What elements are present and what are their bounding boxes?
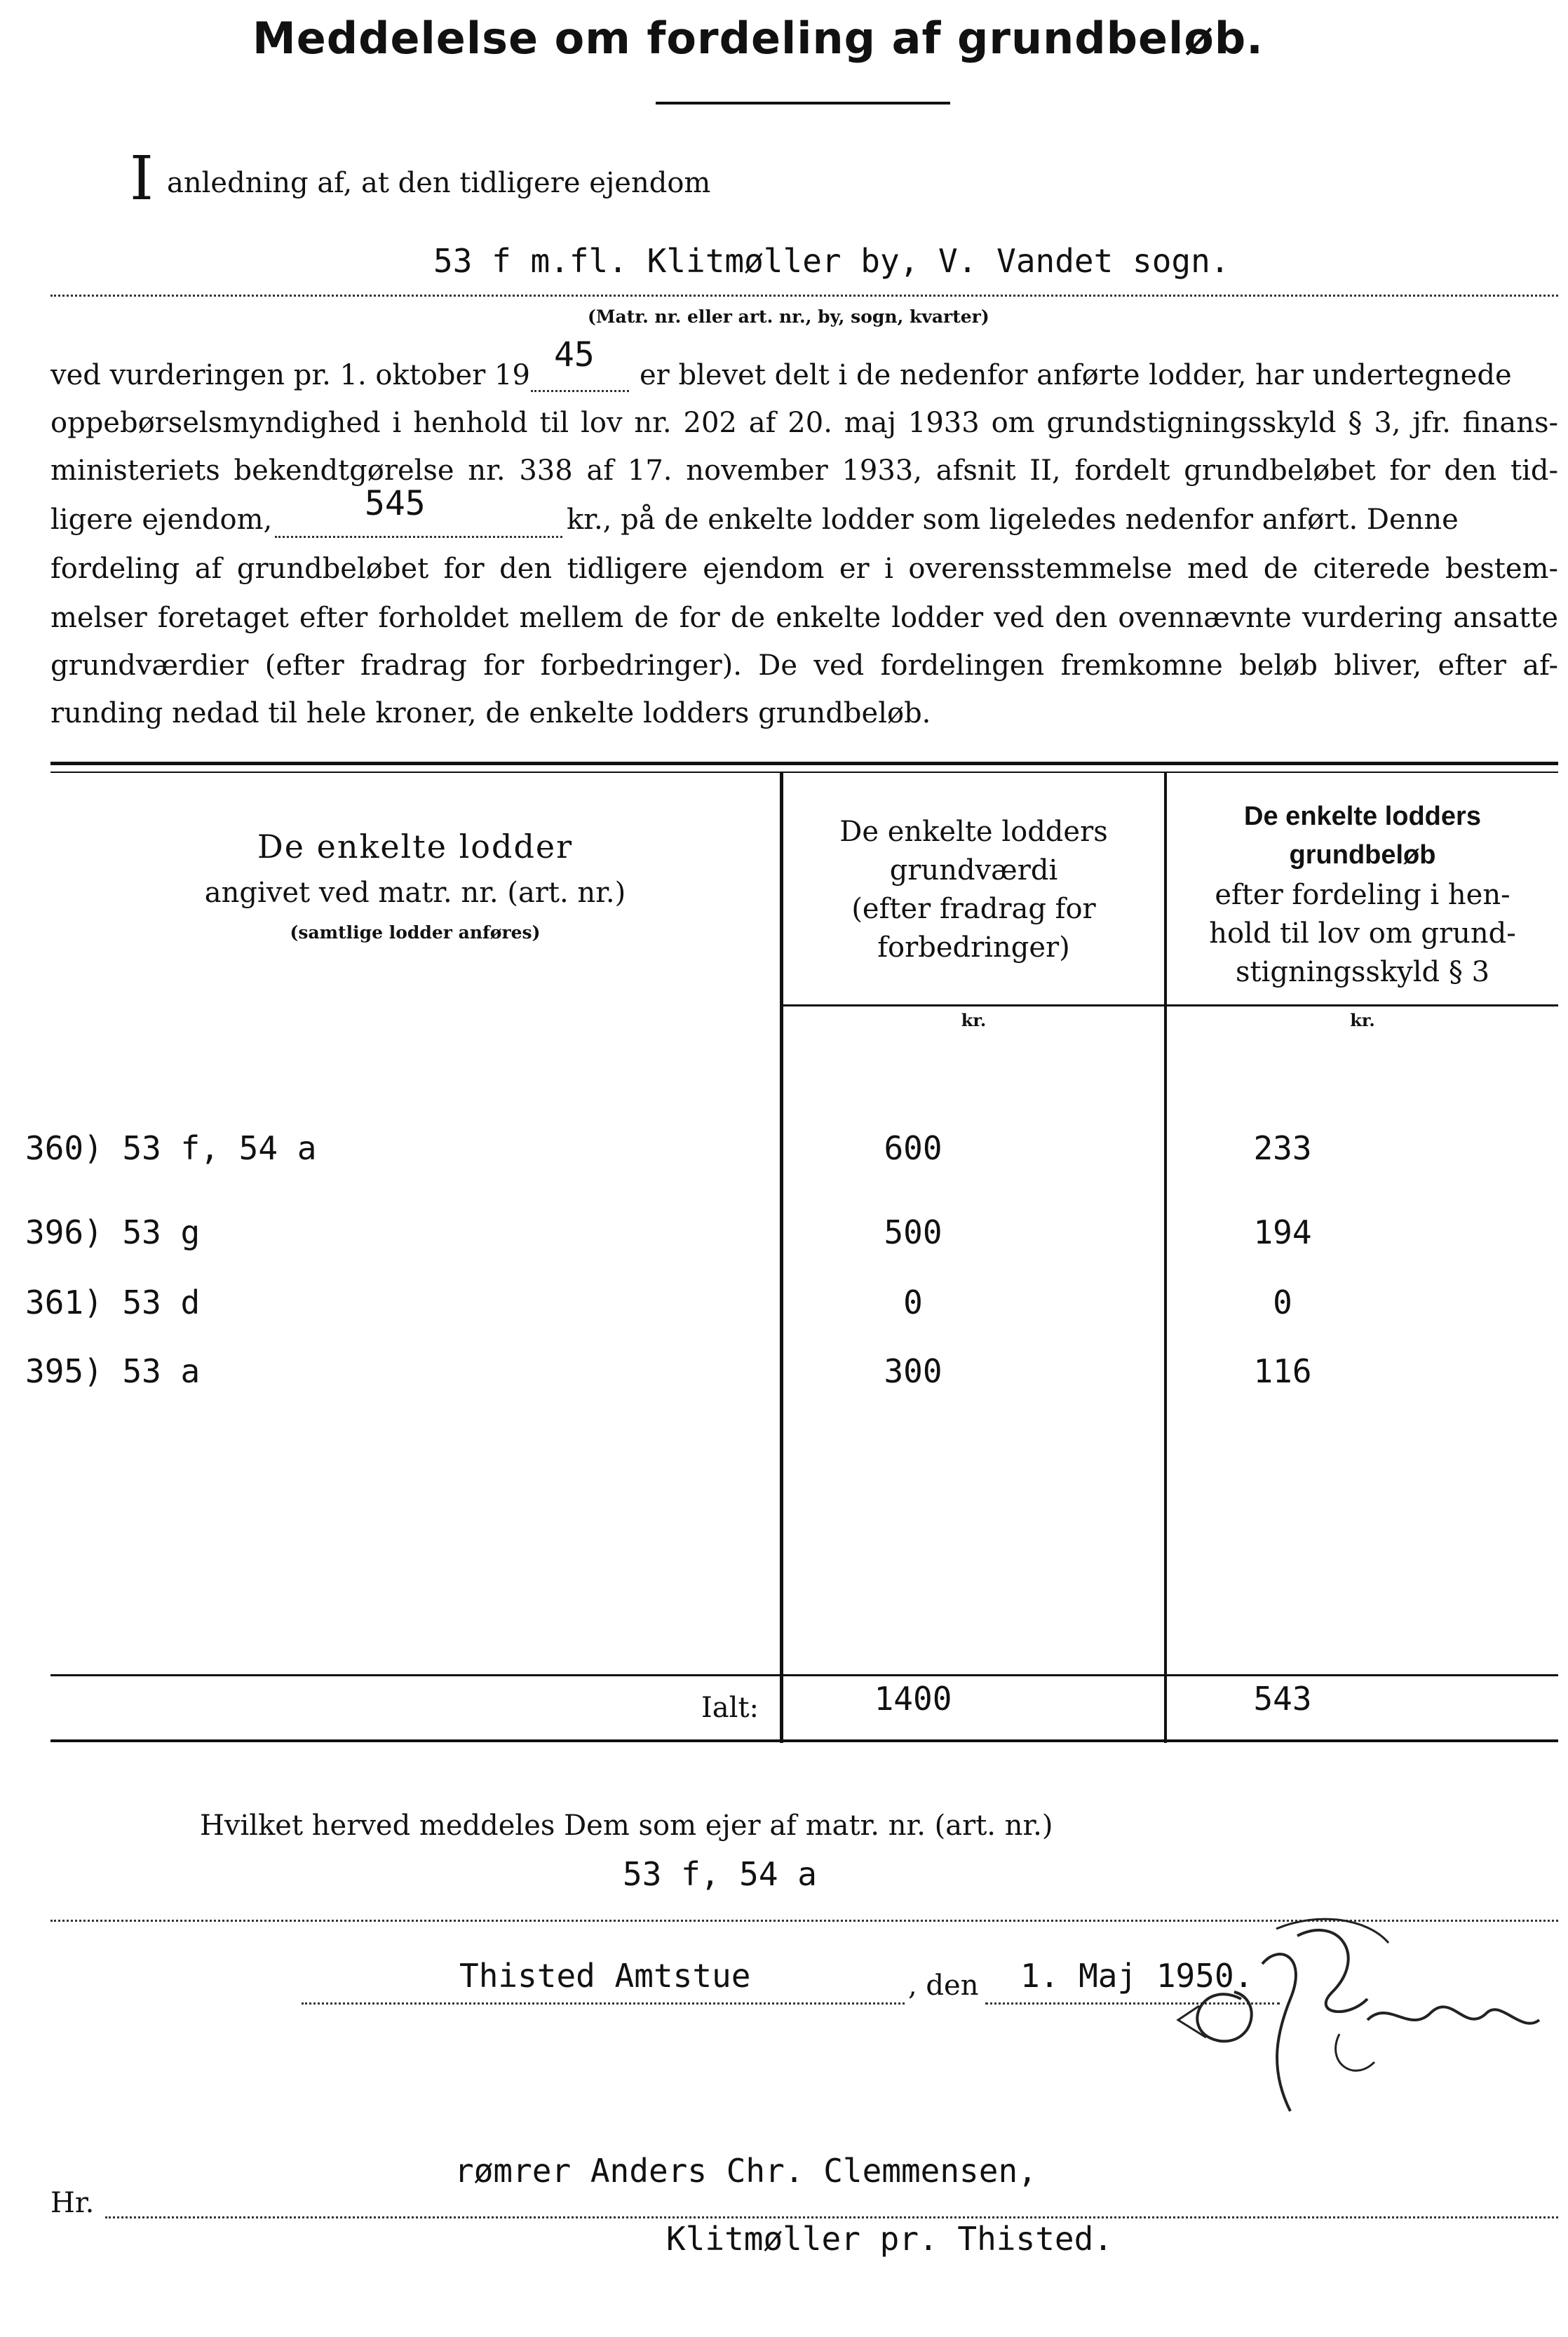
table-row-3-lod: 361) 53 d bbox=[25, 1284, 201, 1321]
body-line-4a: ligere ejendom, bbox=[50, 504, 273, 536]
col3-header-line-3: stigningsskyld § 3 bbox=[1235, 956, 1490, 988]
place: Thisted Amtstue bbox=[459, 1957, 751, 1995]
body-line-3: ministeriets bekendtgørelse nr. 338 af 17. november 1933, afsnit II, fordelt grundbeløbet for den tid- bbox=[50, 454, 1558, 487]
col2-header-line-4: forbedringer) bbox=[877, 931, 1070, 964]
den-label: , den bbox=[908, 1969, 979, 2002]
col3-unit: kr. bbox=[1350, 1010, 1375, 1030]
recipient-dotline bbox=[105, 2216, 1558, 2218]
property-caption: (Matr. nr. eller art. nr., by, sogn, kvarter) bbox=[588, 307, 989, 327]
col2-header-line-1: De enkelte lodders bbox=[839, 816, 1108, 848]
year-dotline bbox=[531, 390, 629, 392]
document-title: Meddelelse om fordeling af grundbeløb. bbox=[252, 13, 1264, 64]
intro-text: anledning af, at den tidligere ejendom bbox=[167, 167, 711, 199]
table-row-4-lod: 395) 53 a bbox=[25, 1352, 201, 1390]
intro-dropcap: I bbox=[130, 144, 154, 214]
total-beloeb: 543 bbox=[1253, 1680, 1312, 1718]
col3-header-line-1: efter fordeling i hen- bbox=[1215, 879, 1510, 911]
table-row-2-vaerdi: 500 bbox=[884, 1213, 942, 1251]
amount-handwritten: 545 bbox=[365, 484, 426, 523]
col2-unit: kr. bbox=[961, 1010, 987, 1030]
body-line-5: fordeling af grundbeløbet for den tidligere ejendom er i overensstemmelse med de citerede bestem- bbox=[50, 553, 1558, 585]
property-value: 53 f m.fl. Klitmøller by, V. Vandet sogn. bbox=[433, 242, 1230, 280]
total-vaerdi: 1400 bbox=[874, 1680, 952, 1718]
recipient-prefix: Hr. bbox=[50, 2187, 95, 2219]
table-row-2-lod: 396) 53 g bbox=[25, 1213, 201, 1251]
col2-header-line-2: grundværdi bbox=[889, 854, 1058, 887]
body-line-6: melser foretaget efter forholdet mellem de for de enkelte lodder ved den ovennævnte vurdering ansatte bbox=[50, 602, 1558, 634]
col1-header-subtitle: angivet ved matr. nr. (art. nr.) bbox=[204, 877, 626, 909]
table-top-rule bbox=[50, 762, 1558, 765]
notice-text: Hvilket herved meddeles Dem som ejer af matr. nr. (art. nr.) bbox=[200, 1810, 1053, 1842]
table-row-4-vaerdi: 300 bbox=[884, 1352, 942, 1390]
place-dotline bbox=[302, 2002, 905, 2005]
col3-header-bold-2: grundbeløb bbox=[1289, 840, 1436, 870]
date: 1. Maj 1950. bbox=[1020, 1957, 1254, 1995]
body-line-8: runding nedad til hele kroner, de enkelte lodders grundbeløb. bbox=[50, 697, 931, 729]
col2-header-line-3: (efter fradrag for bbox=[851, 893, 1096, 925]
recipient-address: Klitmøller pr. Thisted. bbox=[666, 2220, 1113, 2258]
table-top-rule-thin bbox=[50, 772, 1558, 773]
total-bottom-rule bbox=[50, 1739, 1558, 1742]
col3-header-bold-1: De enkelte lodders bbox=[1244, 802, 1481, 831]
title-underline bbox=[656, 102, 950, 105]
property-dotline bbox=[50, 295, 1558, 297]
amount-dotline bbox=[275, 536, 562, 538]
body-line-1a: ved vurderingen pr. 1. oktober 19 bbox=[50, 359, 530, 391]
body-line-4b: kr., på de enkelte lodder som ligeledes nedenfor anført. Denne bbox=[567, 504, 1459, 536]
table-row-1-lod: 360) 53 f, 54 a bbox=[25, 1129, 317, 1167]
recipient-name: rømrer Anders Chr. Clemmensen, bbox=[454, 2152, 1037, 2190]
year-handwritten: 45 bbox=[554, 335, 595, 375]
col1-header-note: (samtlige lodder anføres) bbox=[290, 922, 541, 943]
total-label: Ialt: bbox=[701, 1692, 759, 1724]
table-row-2-beloeb: 194 bbox=[1253, 1213, 1312, 1251]
table-row-3-beloeb: 0 bbox=[1273, 1284, 1292, 1321]
table-row-1-vaerdi: 600 bbox=[884, 1129, 942, 1167]
table-row-4-beloeb: 116 bbox=[1253, 1352, 1312, 1390]
header-divider bbox=[782, 1004, 1558, 1006]
col3-header-line-2: hold til lov om grund- bbox=[1209, 917, 1516, 950]
table-row-1-beloeb: 233 bbox=[1253, 1129, 1312, 1167]
col1-header-title: De enkelte lodder bbox=[257, 828, 574, 866]
total-top-rule bbox=[50, 1674, 1558, 1676]
body-line-1b: er blevet delt i de nedenfor anførte lodder, har undertegnede bbox=[640, 359, 1512, 391]
signature bbox=[1157, 1915, 1550, 2146]
owner-lot: 53 f, 54 a bbox=[623, 1855, 817, 1893]
body-line-7: grundværdier (efter fradrag for forbedringer). De ved fordelingen fremkomne beløb bliver, efter af- bbox=[50, 649, 1558, 682]
body-line-2: oppebørselsmyndighed i henhold til lov nr. 202 af 20. maj 1933 om grundstigningsskyld § 3, jfr. finans- bbox=[50, 407, 1558, 439]
table-row-3-vaerdi: 0 bbox=[903, 1284, 923, 1321]
